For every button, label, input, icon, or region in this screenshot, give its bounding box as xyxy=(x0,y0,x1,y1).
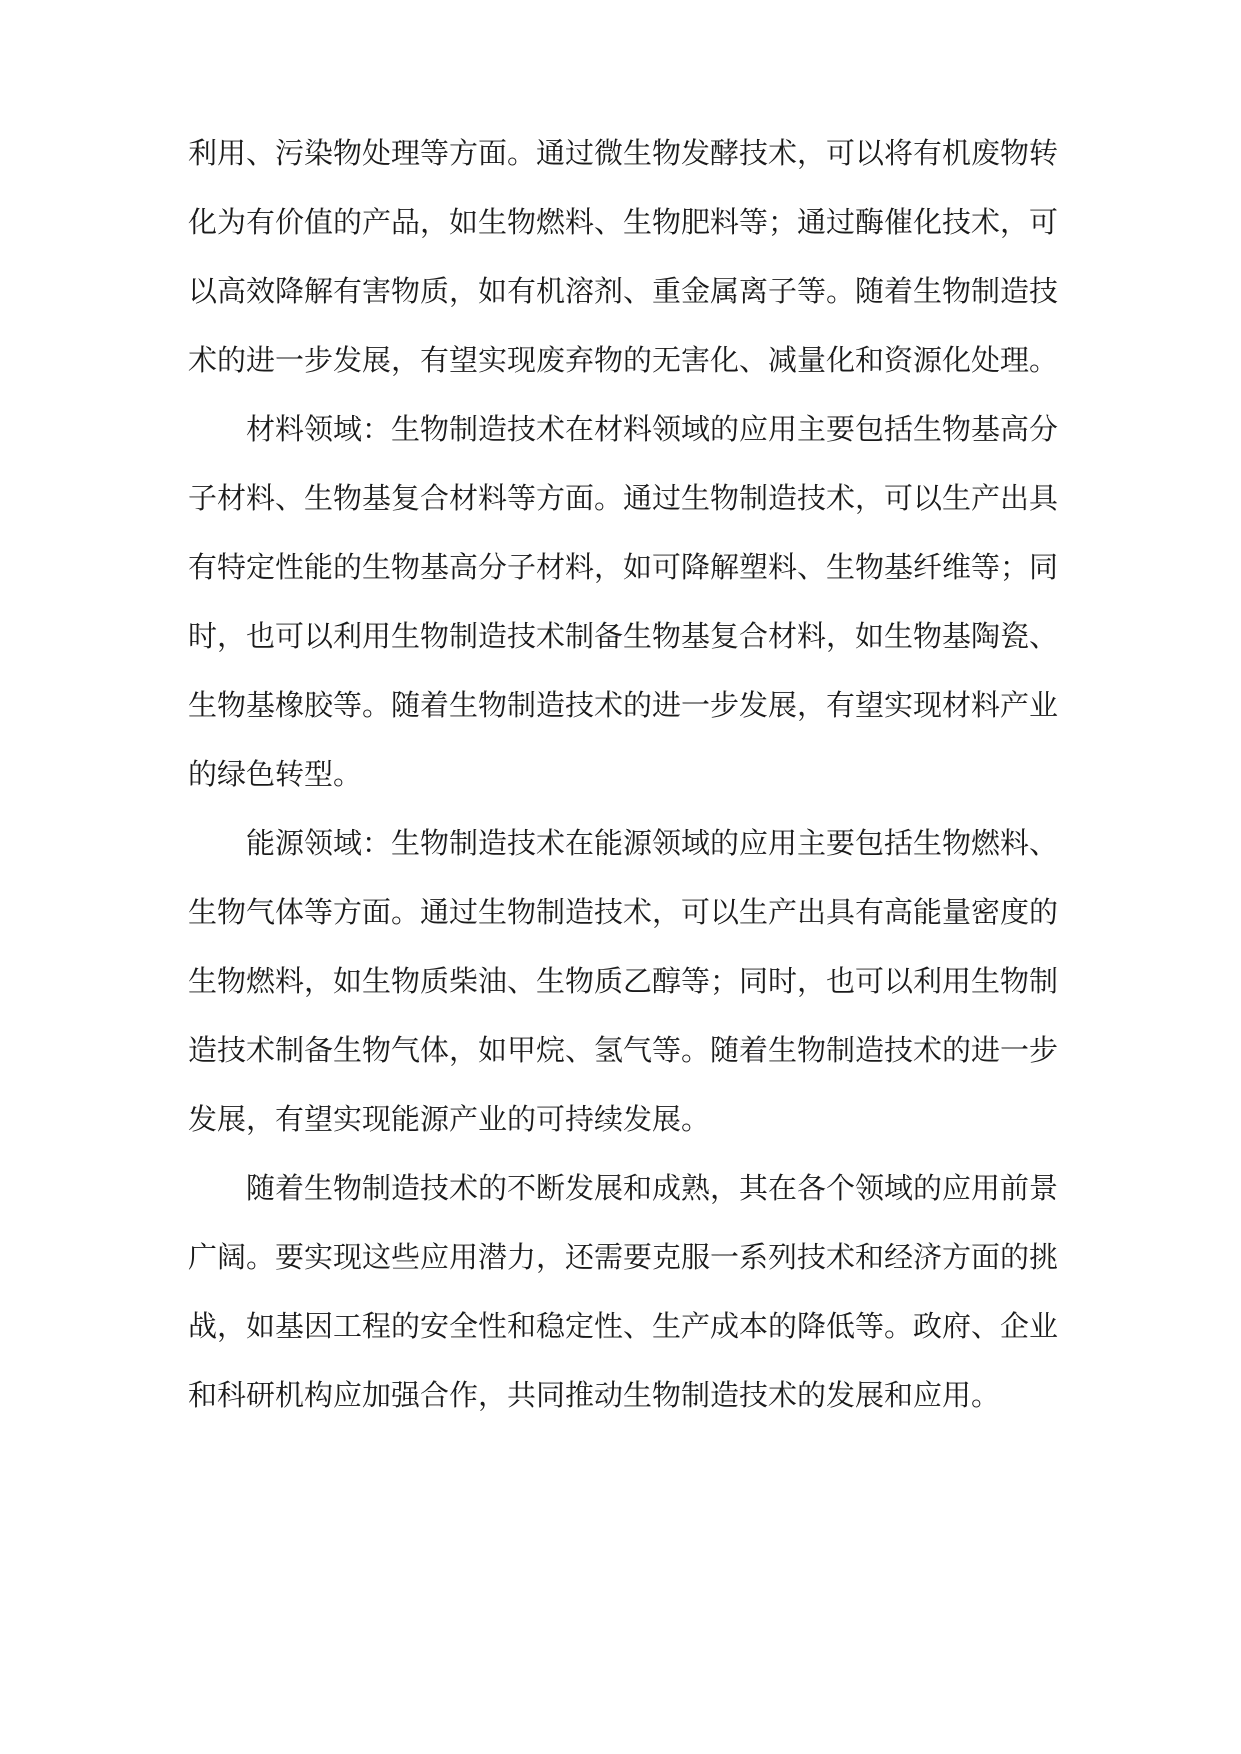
paragraph-1-line-1: 利用、污染物处理等方面。通过微生物发酵技术，可以将有机废物转 xyxy=(188,136,1058,170)
paragraph-1-line-2: 化为有价值的产品，如生物燃料、生物肥料等；通过酶催化技术，可 xyxy=(188,205,1058,239)
paragraph-4-line-2: 广阔。要实现这些应用潜力，还需要克服一系列技术和经济方面的挑 xyxy=(188,1240,1058,1274)
paragraph-3-line-5: 发展，有望实现能源产业的可持续发展。 xyxy=(188,1102,711,1136)
paragraph-4-line-3: 战，如基因工程的安全性和稳定性、生产成本的降低等。政府、企业 xyxy=(188,1309,1058,1343)
paragraph-3-line-2: 生物气体等方面。通过生物制造技术，可以生产出具有高能量密度的 xyxy=(188,895,1058,929)
paragraph-3-line-1: 能源领域：生物制造技术在能源领域的应用主要包括生物燃料、 xyxy=(246,826,1058,860)
paragraph-2-line-4: 时，也可以利用生物制造技术制备生物基复合材料，如生物基陶瓷、 xyxy=(188,619,1058,653)
paragraph-1-line-4: 术的进一步发展，有望实现废弃物的无害化、减量化和资源化处理。 xyxy=(188,343,1058,377)
paragraph-4-line-4: 和科研机构应加强合作，共同推动生物制造技术的发展和应用。 xyxy=(188,1378,1001,1412)
paragraph-4-line-1: 随着生物制造技术的不断发展和成熟，其在各个领域的应用前景 xyxy=(246,1171,1058,1205)
paragraph-2-line-5: 生物基橡胶等。随着生物制造技术的进一步发展，有望实现材料产业 xyxy=(188,688,1058,722)
paragraph-1-line-3: 以高效降解有害物质，如有机溶剂、重金属离子等。随着生物制造技 xyxy=(188,274,1058,308)
paragraph-3-line-3: 生物燃料，如生物质柴油、生物质乙醇等；同时，也可以利用生物制 xyxy=(188,964,1058,998)
paragraph-2-line-3: 有特定性能的生物基高分子材料，如可降解塑料、生物基纤维等；同 xyxy=(188,550,1058,584)
paragraph-2-line-2: 子材料、生物基复合材料等方面。通过生物制造技术，可以生产出具 xyxy=(188,481,1058,515)
paragraph-3-line-4: 造技术制备生物气体，如甲烷、氢气等。随着生物制造技术的进一步 xyxy=(188,1033,1058,1067)
paragraph-2-line-1: 材料领域：生物制造技术在材料领域的应用主要包括生物基高分 xyxy=(246,412,1058,446)
paragraph-2-line-6: 的绿色转型。 xyxy=(188,757,363,791)
